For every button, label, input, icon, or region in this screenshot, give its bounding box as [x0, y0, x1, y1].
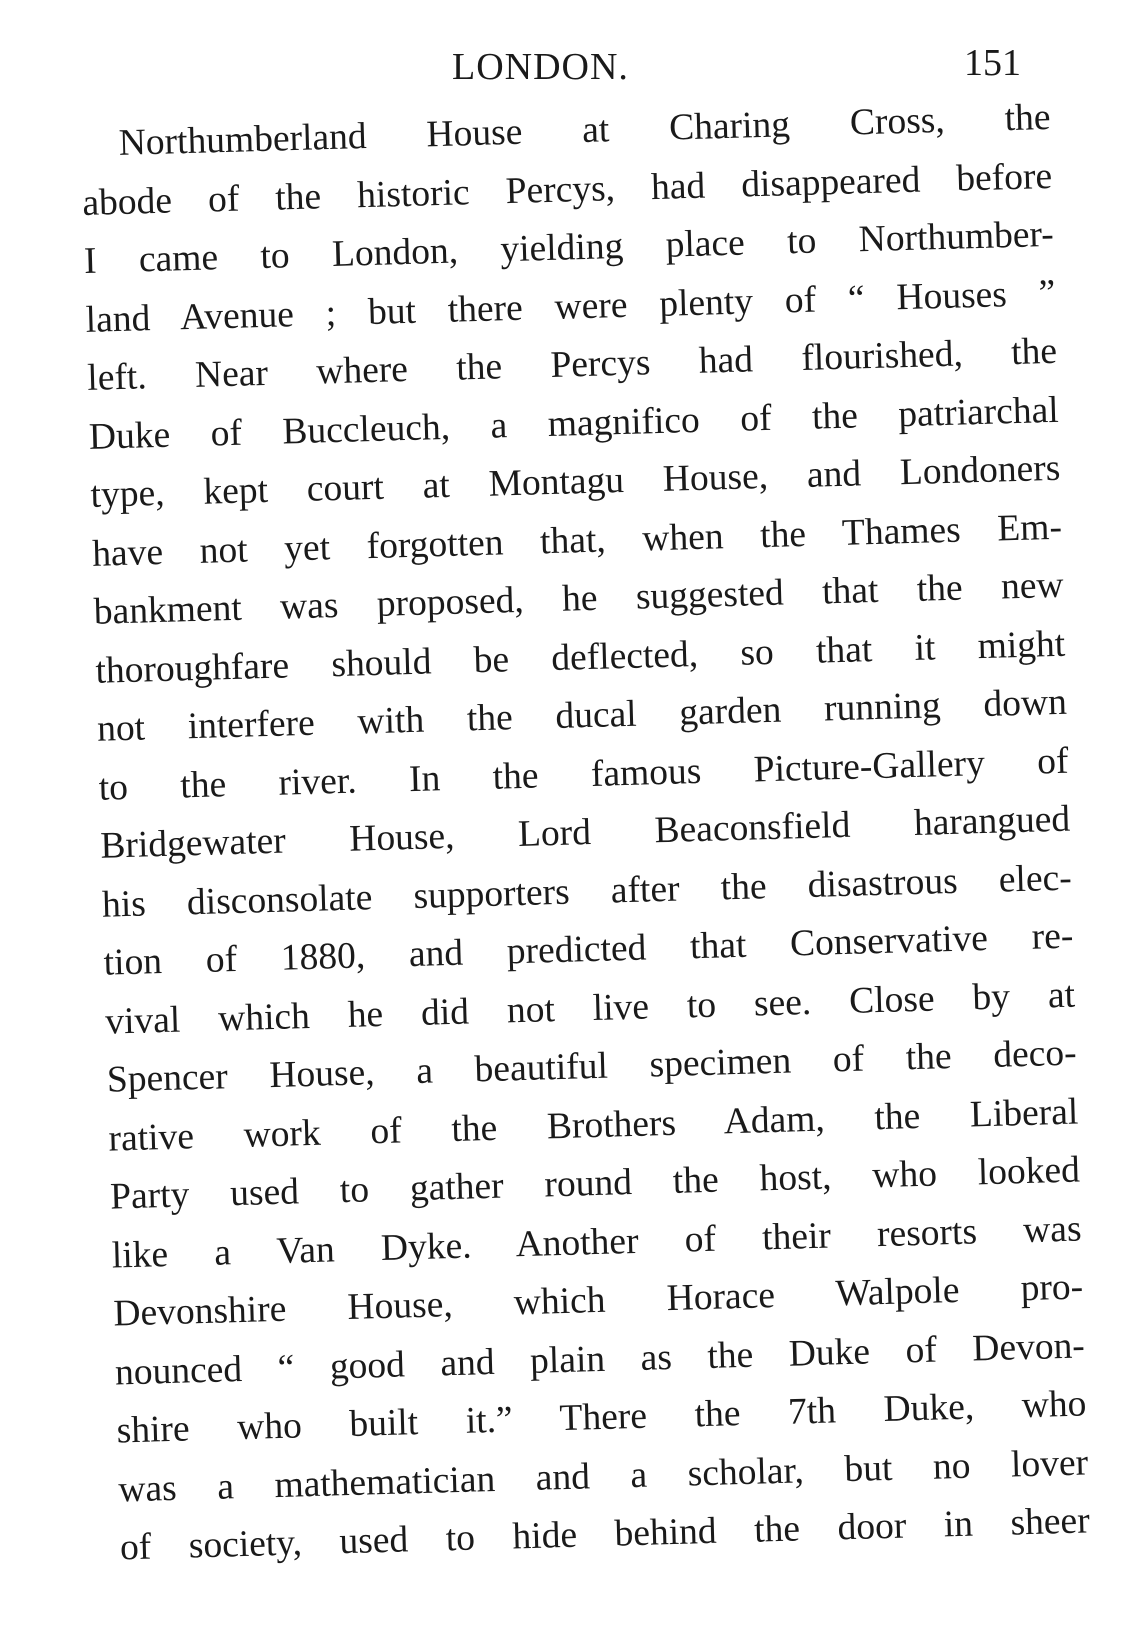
text-line: his disconsolate supporters after the disastrous elec- [101, 857, 1073, 926]
text-line: vival which he did not live to see. Close by at [104, 974, 1076, 1043]
text-line: land Avenue ; but there were plenty of “ Houses ” [85, 272, 1056, 341]
text-line: Spencer House, a beautiful specimen of the deco- [106, 1032, 1078, 1101]
text-line: shire who built it.” There the 7th Duke, who [116, 1383, 1087, 1452]
running-head [0, 42, 1144, 92]
text-line: to the river. In the famous Picture-Gallery of [98, 740, 1069, 809]
text-line: tion of 1880, and predicted that Conservative re- [103, 915, 1074, 984]
text-line: abode of the historic Percys, had disappeared before [81, 155, 1053, 224]
text-line: Devonshire House, which Horace Walpole pro- [112, 1266, 1084, 1335]
text-line: thoroughfare should be deflected, so that it might [94, 623, 1066, 692]
text-line: rative work of the Brothers Adam, the Liberal [107, 1091, 1079, 1160]
running-title: LONDON. [452, 46, 629, 88]
text-line: Bridgewater House, Lord Beaconsfield harangued [99, 798, 1071, 867]
text-line: of society, used to hide behind the door in sheer [119, 1500, 1091, 1569]
text-line: not interfere with the ducal garden running down [96, 681, 1068, 750]
text-line: type, kept court at Montagu House, and Londoners [90, 447, 1061, 516]
text-line: have not yet forgotten that, when the Thames Em- [91, 506, 1063, 575]
text-line: was a mathematician and a scholar, but no lover [117, 1441, 1089, 1510]
text-line: Party used to gather round the host, who looked [109, 1149, 1081, 1218]
text-line: nounced “ good and plain as the Duke of Devon- [114, 1324, 1086, 1394]
text-line: Northumberland House at Charing Cross, the [118, 96, 1051, 164]
body-paragraph [80, 89, 1090, 1578]
text-line: like a Van Dyke. Another of their resorts was [111, 1207, 1083, 1277]
text-line: I came to London, yielding place to Northumber- [83, 213, 1055, 282]
text-line: left. Near where the Percys had flourished, the [86, 330, 1058, 399]
page-number: 151 [964, 42, 1021, 84]
text-line: Duke of Buccleuch, a magnifico of the patriarchal [88, 389, 1060, 458]
text-line: bankment was proposed, he suggested that the new [93, 564, 1065, 633]
